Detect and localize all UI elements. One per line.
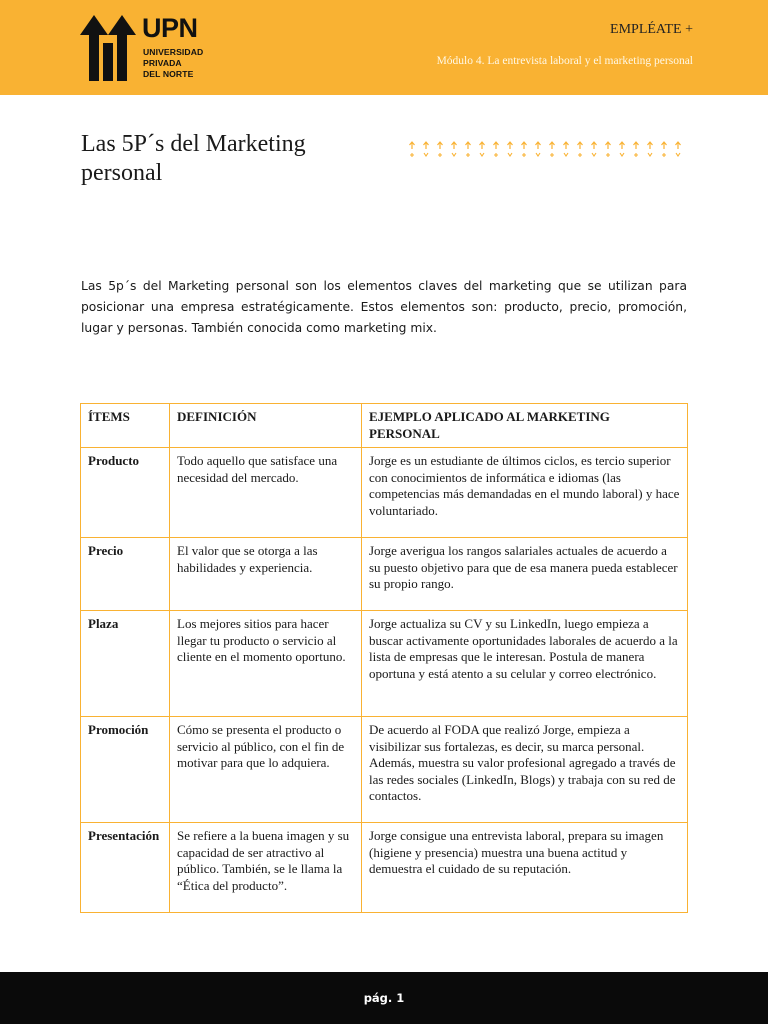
table-row [81,717,688,823]
logo-subtitle [143,47,203,80]
row-definition: Todo aquello que satisface una necesidad del mercado. [170,448,362,538]
small-arrow-icon [578,142,583,157]
small-arrow-icon [676,142,681,156]
header-definition: DEFINICIÓN [170,404,362,448]
small-arrow-icon [424,142,429,156]
small-arrow-icon [592,142,597,156]
logo-sub-line: DEL NORTE [143,69,194,79]
program-name: EMPLÉATE + [610,22,693,37]
row-example: De acuerdo al FODA que realizó Jorge, empieza a visibilizar sus fortalezas, es decir, su marca personal. Además, muestra su valor profesional agregado a través de las redes sociales (LinkedIn, Blogs) y trabaja con su red de contactos. [362,717,688,823]
marketing-5ps-table [80,403,688,913]
row-example: Jorge actualiza su CV y su LinkedIn, luego empieza a buscar activamente oportunidades laborales de acuerdo a la lista de empresas que le interesan. Postula de manera oportuna y está atento a su celular y correo electrónico. [362,611,688,717]
small-arrow-icon [648,142,653,156]
intro-paragraph: Las 5p´s del Marketing personal son los elementos claves del marketing que se utilizan para posicionar una empresa estratégicamente. Estos elementos son: producto, precio, promoción, lugar y personas. También conocida como marketing mix. [81,279,687,335]
table-row [81,823,688,913]
table-row [81,448,688,538]
row-example: Jorge averigua los rangos salariales actuales de acuerdo a su puesto objetivo para que de esa manera pueda establecer su propio rango. [362,538,688,611]
table-header-row [81,404,688,448]
page-title: Las 5P´s del Marketing personal [81,131,306,186]
table-row [81,611,688,717]
small-arrow-icon [634,142,639,157]
small-arrow-icon [536,142,541,156]
upn-logo [80,13,210,85]
header-example: EJEMPLO APLICADO AL MARKETING PERSONAL [362,404,688,448]
row-definition: Los mejores sitios para hacer llegar tu producto o servicio al cliente en el momento oportuno. [170,611,362,717]
small-arrow-icon [564,142,569,156]
small-arrow-icon [438,142,443,157]
small-arrow-icon [410,142,415,157]
small-arrow-icon [452,142,457,156]
header-meta [437,22,693,67]
small-arrow-icon [480,142,485,156]
small-arrow-icon [606,142,611,157]
small-arrow-icon [466,142,471,157]
small-arrow-icon [662,142,667,157]
logo-text: UPN [142,13,198,43]
page-footer [0,972,768,1024]
row-example: Jorge consigue una entrevista laboral, prepara su imagen (higiene y presencia) muestra una buena actitud y demuestra el cuidado de su reputación. [362,823,688,913]
page-number: pág. 1 [363,991,405,1005]
small-arrow-icon [550,142,555,157]
header-items: ÍTEMS [81,404,170,448]
decorative-arrows-pattern [408,141,688,161]
module-name: Módulo 4. La entrevista laboral y el marketing personal [436,55,693,67]
small-arrow-icon [508,142,513,156]
table-row [81,538,688,611]
row-item: Promoción [81,717,170,823]
row-definition: El valor que se otorga a las habilidades y experiencia. [170,538,362,611]
row-definition: Se refiere a la buena imagen y su capacidad de ser atractivo al público. También, se le llama la “Ética del producto”. [170,823,362,913]
small-arrow-icon [620,142,625,156]
row-item: Producto [81,448,170,538]
row-example: Jorge es un estudiante de últimos ciclos, es tercio superior con conocimientos de informática e idiomas (las competencias más demandadas en el mundo laboral) y hace voluntariado. [362,448,688,538]
small-arrow-icon [494,142,499,157]
logo-sub-line: UNIVERSIDAD [143,47,204,57]
page-header [0,0,768,95]
small-arrow-icon [522,142,527,157]
row-item: Presentación [81,823,170,913]
row-item: Plaza [81,611,170,717]
row-definition: Cómo se presenta el producto o servicio al público, con el fin de motivar para que lo adquiera. [170,717,362,823]
row-item: Precio [81,538,170,611]
logo-sub-line: PRIVADA [143,58,182,68]
upn-arrows-icon [80,13,138,83]
